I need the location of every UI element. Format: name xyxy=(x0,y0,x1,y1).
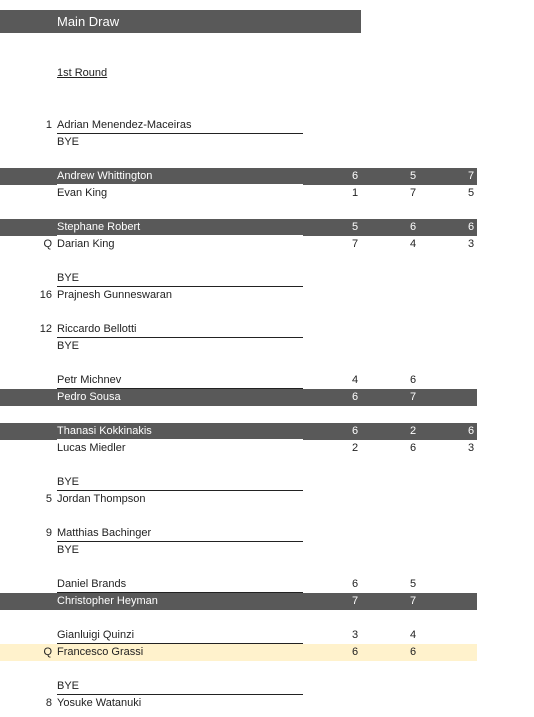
seed-label: 5 xyxy=(45,493,52,505)
draw-row xyxy=(0,440,477,457)
set-score: 6 xyxy=(409,442,417,454)
set-score: 6 xyxy=(467,425,475,437)
set-score: 3 xyxy=(467,238,475,250)
player-name: Lucas Miedler xyxy=(57,442,126,454)
draw-row xyxy=(0,695,477,712)
main-draw-header xyxy=(0,10,361,33)
draw-row xyxy=(0,627,477,644)
draw-row xyxy=(0,321,477,338)
player-name: BYE xyxy=(57,136,80,148)
draw-row xyxy=(0,644,477,661)
player-name: Evan King xyxy=(57,187,108,199)
set-score: 5 xyxy=(409,170,417,182)
draw-row xyxy=(0,117,477,134)
set-score: 7 xyxy=(351,595,359,607)
draw-row xyxy=(0,270,477,287)
set-score: 5 xyxy=(409,578,417,590)
draw-row xyxy=(0,576,477,593)
player-name: BYE xyxy=(57,270,303,287)
set-score: 3 xyxy=(467,442,475,454)
draw-row xyxy=(0,338,477,355)
set-score: 1 xyxy=(351,187,359,199)
set-score: 5 xyxy=(467,187,475,199)
set-score: 4 xyxy=(409,629,417,641)
draw-row xyxy=(0,389,477,406)
player-name: BYE xyxy=(57,544,80,556)
seed-label: 16 xyxy=(39,289,52,301)
player-name: Thanasi Kokkinakis xyxy=(57,423,303,440)
set-score: 6 xyxy=(351,646,359,658)
seed-label: 8 xyxy=(45,697,52,709)
set-score: 7 xyxy=(409,595,417,607)
player-name: BYE xyxy=(57,340,80,352)
draw-row xyxy=(0,236,477,253)
draw-row xyxy=(0,185,477,202)
player-name: Jordan Thompson xyxy=(57,493,146,505)
seed-label: Q xyxy=(43,646,52,658)
set-score: 5 xyxy=(351,221,359,233)
seed-label: 12 xyxy=(39,323,52,335)
player-name: Stephane Robert xyxy=(57,219,303,236)
draw-row xyxy=(0,287,477,304)
player-name: Gianluigi Quinzi xyxy=(57,627,303,644)
draw-row xyxy=(0,168,477,185)
player-name: BYE xyxy=(57,474,303,491)
seed-label: Q xyxy=(43,238,52,250)
set-score: 2 xyxy=(351,442,359,454)
set-score: 4 xyxy=(409,238,417,250)
set-score: 6 xyxy=(467,221,475,233)
set-score: 7 xyxy=(351,238,359,250)
player-name: BYE xyxy=(57,678,303,695)
player-name: Petr Michnev xyxy=(57,372,303,389)
set-score: 7 xyxy=(467,170,475,182)
draw-row xyxy=(0,491,477,508)
draw-row xyxy=(0,219,477,236)
draw-row xyxy=(0,525,477,542)
set-score: 6 xyxy=(351,391,359,403)
set-score: 2 xyxy=(409,425,417,437)
set-score: 3 xyxy=(351,629,359,641)
player-name: Andrew Whittington xyxy=(57,168,303,185)
seed-label: 9 xyxy=(45,527,52,539)
set-score: 6 xyxy=(409,221,417,233)
set-score: 6 xyxy=(351,578,359,590)
player-name: Daniel Brands xyxy=(57,576,303,593)
player-name: Yosuke Watanuki xyxy=(57,697,142,709)
draw-row xyxy=(0,134,477,151)
player-name: Matthias Bachinger xyxy=(57,525,303,542)
set-score: 6 xyxy=(351,425,359,437)
seed-label: 1 xyxy=(45,119,52,131)
draw-row xyxy=(0,372,477,389)
draw-row xyxy=(0,423,477,440)
player-name: Darian King xyxy=(57,238,115,250)
player-name: Francesco Grassi xyxy=(57,646,144,658)
player-name: Pedro Sousa xyxy=(57,391,121,403)
set-score: 7 xyxy=(409,187,417,199)
set-score: 6 xyxy=(409,646,417,658)
player-name: Christopher Heyman xyxy=(57,595,158,607)
set-score: 7 xyxy=(409,391,417,403)
set-score: 4 xyxy=(351,374,359,386)
draw-row xyxy=(0,474,477,491)
page-title: Main Draw xyxy=(57,14,120,29)
round-label: 1st Round xyxy=(57,67,108,79)
player-name: Adrian Menendez-Maceiras xyxy=(57,117,303,134)
draw-row xyxy=(0,678,477,695)
set-score: 6 xyxy=(351,170,359,182)
player-name: Riccardo Bellotti xyxy=(57,321,303,338)
player-name: Prajnesh Gunneswaran xyxy=(57,289,172,301)
draw-row xyxy=(0,542,477,559)
set-score: 6 xyxy=(409,374,417,386)
draw-row xyxy=(0,593,477,610)
